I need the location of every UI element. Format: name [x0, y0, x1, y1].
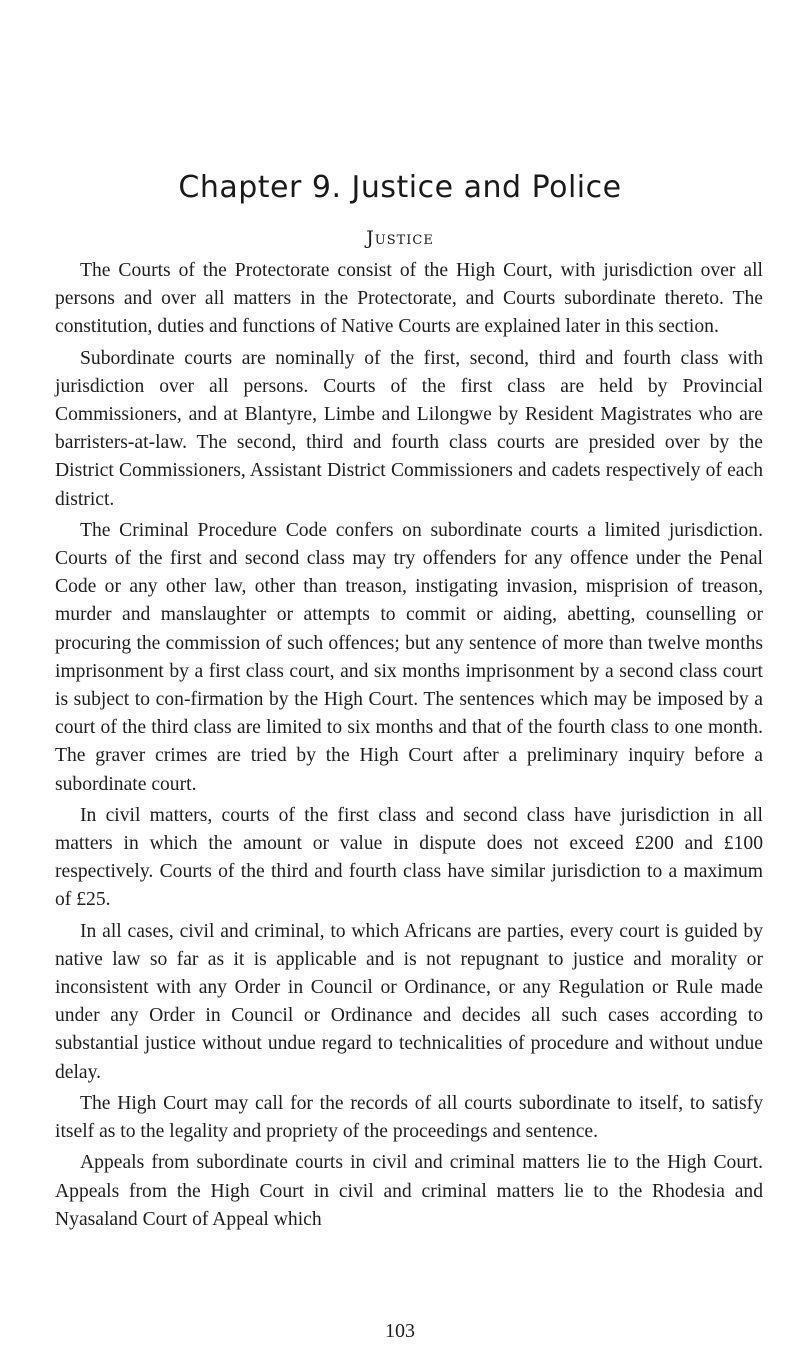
- paragraph: Subordinate courts are nominally of the first, second, third and fourth class with jurisdiction over all persons. Courts of the first class are held by Provincial Commissioners, and at Blantyre, Limbe and Lilongwe by Resident Magistrates who are barristers-at-law. The second, third and fourth class courts are presided over by the District Commissioners, Assistant District Commissioners and cadets respectively of each district.: [55, 347, 763, 510]
- paragraph: In all cases, civil and criminal, to which Africans are parties, every court is guided by native law so far as it is applicable and is not repugnant to justice and morality or inconsistent with any Order in Council or Ordinance, or any Regulation or Rule made under any Order in Council or Ordinance and decides all such cases according to substantial justice without undue regard to technicalities of procedure and without undue delay.: [55, 920, 763, 1083]
- page-number: 103: [385, 1320, 415, 1342]
- paragraph: Appeals from subordinate courts in civil and criminal matters lie to the High Court. Appeals from the High Court in civil and criminal matters lie to the Rhodesia and Nyasaland Court of Appeal which: [55, 1152, 763, 1230]
- paragraph: The Courts of the Protectorate consist of the High Court, with jurisdiction over all persons and over all matters in the Protectorate, and Courts subordinate thereto. The constitution, duties and functions of Native Courts are explained later in this section.: [55, 260, 763, 338]
- paragraph: The High Court may call for the records of all courts subordinate to itself, to satisfy itself as to the legality and propriety of the proceedings and sentence.: [55, 1092, 763, 1143]
- paragraph: The Criminal Procedure Code confers on subordinate courts a limited jurisdiction. Courts of the first and second class may try offenders for any offence under the Penal Code or any other law, other than treason, instigating invasion, misprision of treason, murder and manslaughter or attempts to commit or aiding, abetting, counselling or procuring the commission of such offences; but any sentence of more than twelve months imprisonment by a first class court, and six months imprisonment by a second class court is subject to con-firmation by the High Court. The sentences which may be imposed by a court of the third class are limited to six months and that of the fourth class to one month. The graver crimes are tried by the High Court after a preliminary inquiry before a subordinate court.: [55, 519, 763, 795]
- section-heading: Justice: [366, 227, 434, 249]
- chapter-title: Chapter 9. Justice and Police: [178, 170, 622, 205]
- paragraph: In civil matters, courts of the first class and second class have jurisdiction in all matters in which the amount or value in dispute does not exceed £200 and £100 respectively. Courts of the third and fourth class have similar jurisdiction to a maximum of £25.: [55, 804, 763, 911]
- body-text: [55, 257, 763, 1237]
